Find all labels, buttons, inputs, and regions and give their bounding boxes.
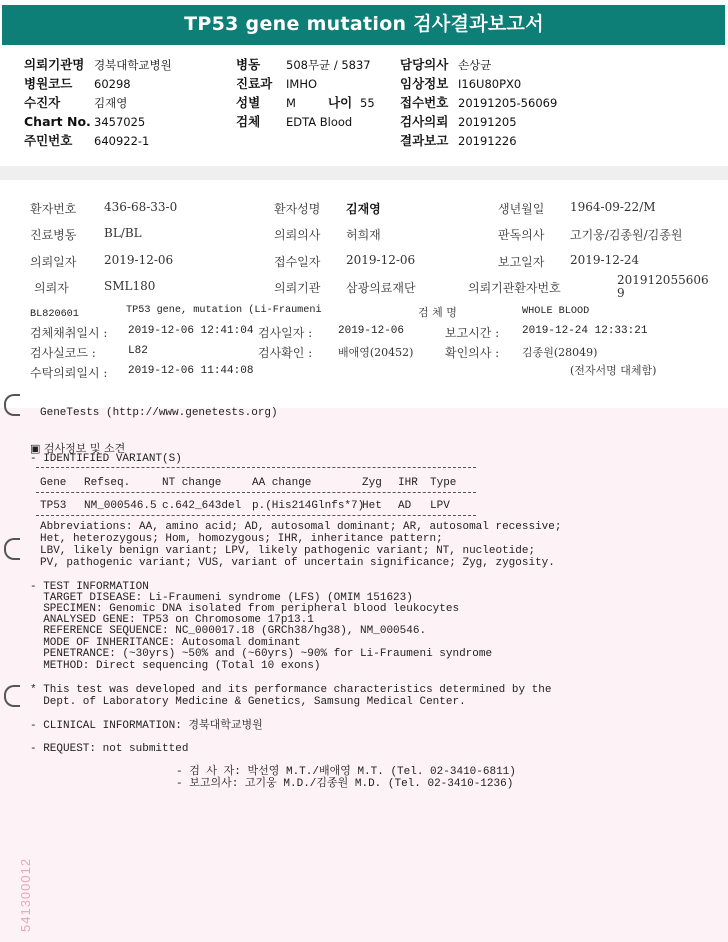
patient-value: 1964-09-22/M <box>570 200 656 214</box>
test-code: BL820601 <box>30 309 79 320</box>
variant-col-zyg: Zyg <box>362 477 382 489</box>
exam-date-label: 검사일자 : <box>258 326 313 340</box>
variant-refseq: NM_000546.5 <box>84 500 157 512</box>
exam-date-value: 2019-12-06 <box>338 325 405 337</box>
test-info-line: TARGET DISEASE: Li-Fraumeni syndrome (LFS) (OMIM 151623) <box>30 592 413 604</box>
doctor-label: 확인의사 : <box>445 346 500 360</box>
patient-value: 2019-12-06 <box>104 253 174 267</box>
signer-line: - 보고의사: 고기웅 M.D./김종원 M.D. (Tel. 02-3410-1236) <box>176 778 514 790</box>
received-value: 2019-12-06 11:44:08 <box>128 365 254 377</box>
patient-value: 436-68-33-0 <box>104 200 178 214</box>
patient-value: 2019-12-24 <box>570 253 640 267</box>
table-rule <box>36 467 476 468</box>
variant-type: LPV <box>430 500 450 512</box>
patient-value: 2019-12-06 <box>346 253 416 267</box>
summary-field: 임상정보 I16U80PX0 <box>400 76 522 91</box>
binder-hole-icon <box>4 394 20 416</box>
summary-field: Chart No. 3457025 <box>24 114 146 129</box>
summary-field: 수진자 김재영 <box>24 95 128 110</box>
doctor-value: 김종원(28049) <box>522 346 598 359</box>
patient-label: 의뢰기관환자번호 <box>468 281 561 295</box>
patient-label: 보고일자 <box>498 255 545 269</box>
summary-panel <box>0 48 728 167</box>
patient-value: 고기웅/김종원/김종원 <box>570 228 683 242</box>
confirm-value: 배애영(20452) <box>338 346 414 359</box>
summary-field: 결과보고 20191226 <box>400 133 517 148</box>
abbrev-line: Abbreviations: AA, amino acid; AD, autosomal dominant; AR, autosomal recessive; <box>40 521 562 533</box>
patient-name: 김재영 <box>346 202 381 216</box>
room-label: 검사실코드 : <box>30 346 96 360</box>
variant-col-ihr: IHR <box>398 477 418 489</box>
abbrev-line: PV, pathogenic variant; VUS, variant of uncertain significance; Zyg, zygosity. <box>40 557 555 569</box>
patient-label: 접수일자 <box>274 255 321 269</box>
patient-value: 허희재 <box>346 228 381 242</box>
serial-stamp: 541300012 <box>18 857 33 932</box>
patient-label: 의뢰의사 <box>274 228 321 242</box>
genetests-link-text: GeneTests (http://www.genetests.org) <box>40 407 278 419</box>
section-title: ▣ 검사정보 및 소견 <box>30 442 126 455</box>
summary-field: 검사의뢰 20191205 <box>400 114 517 129</box>
esign-note: (전자서명 대체함) <box>570 364 657 377</box>
clinical-info: - CLINICAL INFORMATION: 경북대학교병원 <box>30 720 263 732</box>
variant-col-nt: NT change <box>162 477 222 489</box>
patient-label: 판독의사 <box>498 228 545 242</box>
test-info-line: MODE OF INHERITANCE: Autosomal dominant <box>30 637 301 649</box>
summary-field: 담당의사 손상균 <box>400 57 492 72</box>
test-info-line: REFERENCE SEQUENCE: NC_000017.18 (GRCh38/hg38), NM_000546. <box>30 625 427 637</box>
table-rule <box>36 515 476 516</box>
variant-col-refseq: Refseq. <box>84 477 131 489</box>
summary-field: 병원코드 60298 <box>24 76 131 91</box>
patient-label: 의뢰자 <box>34 281 69 295</box>
disclaimer-line: Dept. of Laboratory Medicine & Genetics, Samsung Medical Center. <box>30 696 466 708</box>
room-value: L82 <box>128 345 148 357</box>
table-rule <box>36 492 476 493</box>
patient-label: 의뢰일자 <box>30 255 77 269</box>
test-name: TP53 gene, mutation (Li-Fraumeni <box>126 305 322 316</box>
identified-heading: - IDENTIFIED VARIANT(S) <box>30 453 182 465</box>
report-header <box>0 0 728 48</box>
summary-field: 검체 EDTA Blood <box>236 114 353 129</box>
variant-col-type: Type <box>430 477 457 489</box>
test-info-line: SPECIMEN: Genomic DNA isolated from peripheral blood leukocytes <box>30 603 460 615</box>
disclaimer-line: * This test was developed and its performance characteristics determined by the <box>30 684 552 696</box>
variant-ihr: AD <box>398 500 412 512</box>
collect-label: 검체채취일시 : <box>30 326 108 340</box>
patient-label: 의뢰기관 <box>274 281 321 295</box>
confirm-label: 검사확인 : <box>258 346 313 360</box>
variant-col-aa: AA change <box>252 477 312 489</box>
patient-label: 생년월일 <box>498 202 545 216</box>
patient-value: 201912055606 <box>617 273 709 287</box>
abbrev-line: Het, heterozygous; Hom, homozygous; IHR, inheritance pattern; <box>40 533 443 545</box>
variant-aa: p.(His214Glnfs*7) <box>252 500 365 512</box>
summary-field: 의뢰기관명 경북대학교병원 <box>24 57 172 72</box>
test-info-line: METHOD: Direct sequencing (Total 10 exons) <box>30 660 321 672</box>
test-info-line: ANALYSED GENE: TP53 on Chromosome 17p13.1 <box>30 614 314 626</box>
variant-col-gene: Gene <box>40 477 67 489</box>
patient-label: 환자성명 <box>274 202 321 216</box>
patient-value: SML180 <box>104 279 156 293</box>
binder-hole-icon <box>4 685 20 707</box>
patient-label: 진료병동 <box>30 228 77 242</box>
variant-gene: TP53 <box>40 500 67 512</box>
summary-field: 성별 M <box>236 95 296 110</box>
summary-field: 주민번호 640922-1 <box>24 133 150 148</box>
collect-value: 2019-12-06 12:41:04 <box>128 325 254 337</box>
specimen-value: WHOLE BLOOD <box>522 306 590 317</box>
signer-line: - 검 사 자: 박선영 M.T./배애영 M.T. (Tel. 02-3410-6811) <box>176 766 516 778</box>
patient-label: 환자번호 <box>30 202 77 216</box>
request-info: - REQUEST: not submitted <box>30 743 189 755</box>
page-title: TP53 gene mutation 검사결과보고서 <box>184 13 544 35</box>
patient-value: 삼광의료재단 <box>346 281 416 295</box>
test-info-line: PENETRANCE: (~30yrs) ~50% and (~60yrs) ~90% for Li-Fraumeni syndrome <box>30 648 493 660</box>
binder-hole-icon <box>4 538 20 560</box>
report-time-value: 2019-12-24 12:33:21 <box>522 325 648 337</box>
specimen-label: 검 체 명 <box>418 306 457 319</box>
test-info-heading: - TEST INFORMATION <box>30 581 149 593</box>
summary-field: 병동 508무균 / 5837 <box>236 57 371 72</box>
abbrev-line: LBV, likely benign variant; LPV, likely pathogenic variant; NT, nucleotide; <box>40 545 536 557</box>
summary-field: 진료과 IMHO <box>236 76 318 91</box>
summary-field-age: 나이 55 <box>328 95 375 110</box>
variant-zyg: Het <box>362 500 382 512</box>
report-time-label: 보고시간 : <box>445 326 500 340</box>
variant-nt: c.642_643del <box>162 500 242 512</box>
section-gap <box>0 166 728 180</box>
patient-value: BL/BL <box>104 226 142 240</box>
received-label: 수탁의뢰일시 : <box>30 366 108 380</box>
patient-value: 9 <box>617 286 625 300</box>
summary-field: 접수번호 20191205-56069 <box>400 95 558 110</box>
